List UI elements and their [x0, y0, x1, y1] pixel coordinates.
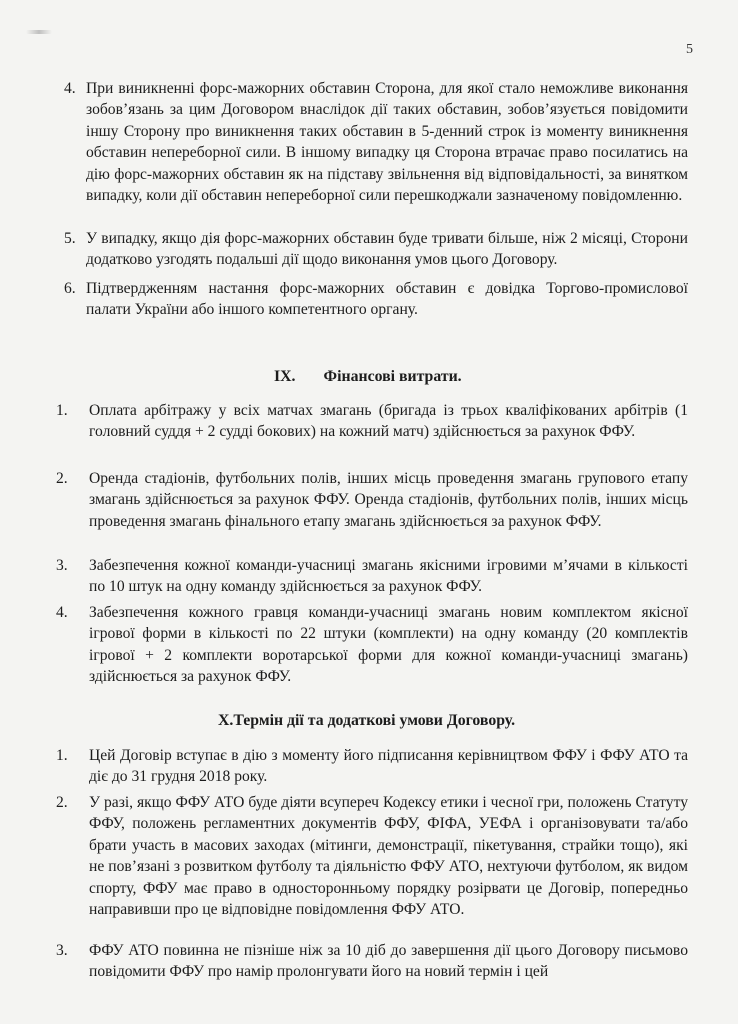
section-ix-title: Фінансові витрати. — [323, 368, 462, 385]
force-majeure-item-5 — [64, 228, 688, 271]
item-number: 3. — [56, 942, 68, 959]
section-x-item-3 — [56, 940, 688, 983]
force-majeure-item-4 — [64, 78, 688, 206]
section-ix-item-4 — [56, 602, 688, 688]
item-text: При виникненні форс-мажорних обставин Сторона, для якої стало неможливе виконання зобов’язань за цим Договором внаслідок дії таких обставин, зобов’язується повідомити іншу Сторону про виникнення таких обставин в 5-денний строк із моменту виникнення обставин непереборної сили. В іншому випадку ця Сторона втрачає право посилатись на дію форс-мажорних обставин як на підставу звільнення від відповідальності, за винятком випадку, коли дії обставин непереборної сили перешкоджали зазначеному повідомленню. — [86, 80, 688, 205]
item-text: Забезпечення кожної команди-учасниці змагань якісними ігровими м’ячами в кількості по 10 штук на одну команду здійснюється за рахунок ФФУ. — [89, 557, 688, 596]
item-number: 4. — [64, 80, 76, 97]
section-ix-item-2 — [56, 468, 688, 532]
section-ix-heading — [274, 368, 462, 386]
section-ix-item-1 — [56, 400, 688, 443]
item-number: 1. — [56, 402, 68, 419]
page-number: 5 — [686, 42, 693, 57]
section-x-item-1 — [56, 745, 688, 788]
section-ix-roman: IX. — [274, 368, 296, 385]
item-text: Підтвердженням настання форс-мажорних обставин є довідка Торгово-промислової палати України або іншого компетентного органу. — [86, 280, 688, 319]
item-text: ФФУ АТО повинна не пізніше ніж за 10 діб до завершення дії цього Договору письмово повідомити ФФУ про намір пролонгувати його на новий термін і цей — [89, 942, 688, 981]
item-text: У разі, якщо ФФУ АТО буде діяти всупереч Кодексу етики і чесної гри, положень Статуту ФФУ, положень регламентних документів ФФУ, ФІФА, УЕФА і організовувати та/або брати участь в масових заходах (мітинги, демонстрації, пікетування, страйки тощо), які не пов’язані з розвитком футболу та діяльністю ФФУ АТО, нехтуючи футболом, як видом спорту, ФФУ має право в односторонньому порядку розірвати це Договір, попередньо направивши про це відповідне повідомлення ФФУ АТО. — [89, 794, 688, 919]
item-number: 2. — [56, 470, 68, 487]
item-text: Оплата арбітражу у всіх матчах змагань (бригада із трьох кваліфікованих арбітрів (1 головний суддя + 2 судді бокових) на кожний матч) здійснюється за рахунок ФФУ. — [89, 402, 688, 441]
item-text: У випадку, якщо дія форс-мажорних обставин буде тривати більше, ніж 2 місяці, Сторони додатково узгодять подальші дії щодо виконання умов цього Договору. — [86, 230, 688, 269]
item-number: 6. — [64, 280, 76, 297]
item-number: 2. — [56, 794, 68, 811]
section-x-item-2 — [56, 792, 688, 920]
item-number: 4. — [56, 604, 68, 621]
item-number: 5. — [64, 230, 76, 247]
section-x-heading: X.Термін дії та додаткові умови Договору. — [218, 712, 516, 729]
scan-smudge-mark — [26, 30, 52, 34]
item-text: Забезпечення кожного гравця команди-учасниці змагань новим комплектом якісної ігрової форми в кількості по 22 штуки (комплекти) на одну команду (20 комплектів ігрової + 2 комплекти воротарської форми для кожної команди-учасниці змагань) здійснюється за рахунок ФФУ. — [89, 604, 688, 686]
item-number: 1. — [56, 747, 68, 764]
force-majeure-item-6 — [64, 278, 688, 321]
item-text: Цей Договір вступає в дію з моменту його підписання керівництвом ФФУ і ФФУ АТО та діє до 31 грудня 2018 року. — [89, 747, 688, 786]
item-number: 3. — [56, 557, 68, 574]
item-text: Оренда стадіонів, футбольних полів, інших місць проведення змагань групового етапу змагань здійснюється за рахунок ФФУ. Оренда стадіонів, футбольних полів, інших місць проведення змагань фінального етапу змагань здійснюється за рахунок ФФУ. — [89, 470, 688, 530]
section-ix-item-3 — [56, 555, 688, 598]
